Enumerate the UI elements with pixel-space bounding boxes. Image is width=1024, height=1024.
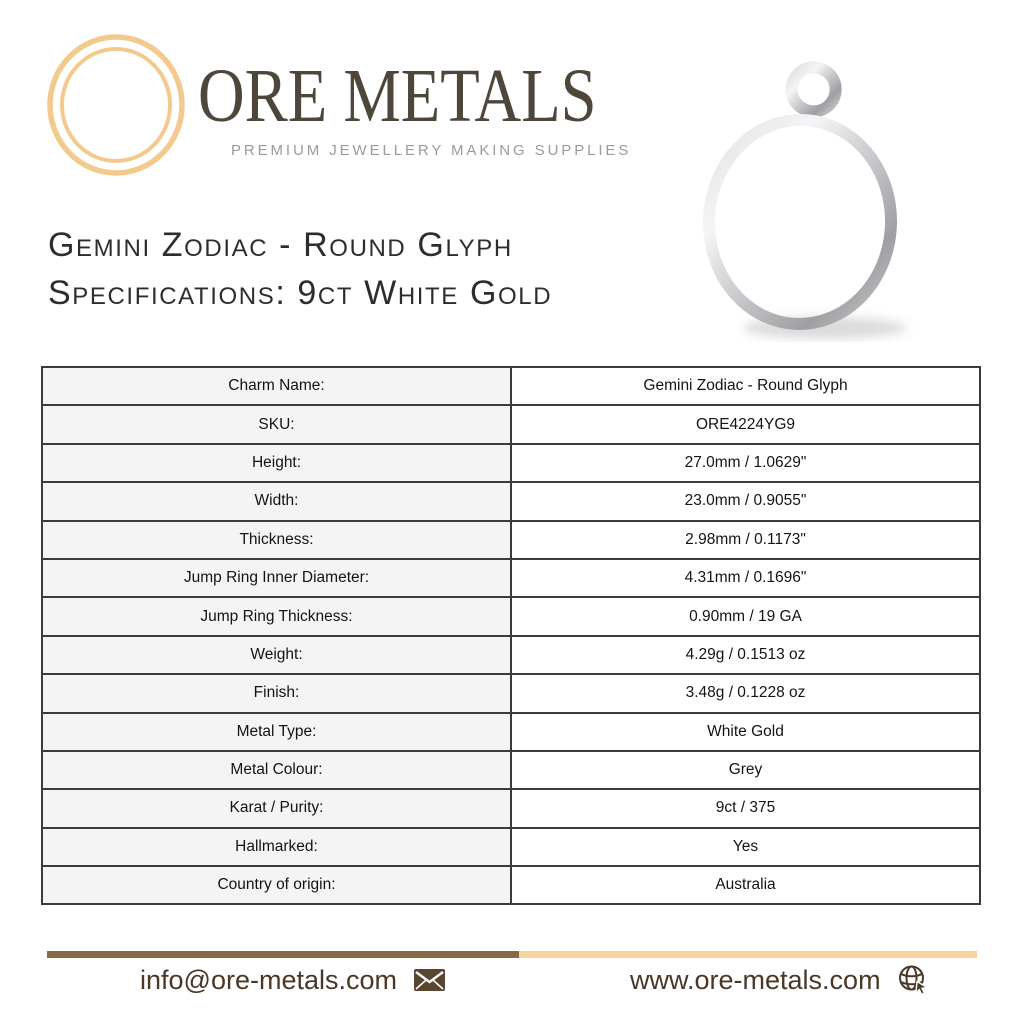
spec-table-body xyxy=(42,367,980,904)
spec-row xyxy=(42,713,980,751)
spec-value-cell: 4.31mm / 0.1696" xyxy=(511,559,980,597)
title-block xyxy=(48,221,552,317)
divider-brown-segment xyxy=(47,951,519,958)
spec-value-cell: 2.98mm / 0.1173" xyxy=(511,521,980,559)
spec-label-cell: Width: xyxy=(42,482,511,520)
spec-label-cell: Metal Colour: xyxy=(42,751,511,789)
spec-row xyxy=(42,828,980,866)
spec-row xyxy=(42,751,980,789)
spec-row xyxy=(42,789,980,827)
spec-row xyxy=(42,559,980,597)
spec-value-cell: ORE4224YG9 xyxy=(511,405,980,443)
spec-value-cell: Australia xyxy=(511,866,980,904)
spec-value-cell: 9ct / 375 xyxy=(511,789,980,827)
spec-row xyxy=(42,444,980,482)
brand-wordmark: ORE METALS xyxy=(198,54,597,138)
spec-label-cell: Weight: xyxy=(42,636,511,674)
spec-row xyxy=(42,521,980,559)
spec-label-cell: Hallmarked: xyxy=(42,828,511,866)
gemini-charm-image xyxy=(675,42,935,342)
contact-website xyxy=(630,962,929,998)
spec-row xyxy=(42,482,980,520)
spec-value-cell: 3.48g / 0.1228 oz xyxy=(511,674,980,712)
charm-product-image xyxy=(675,42,935,342)
globe-icon xyxy=(897,964,929,996)
spec-row xyxy=(42,367,980,405)
spec-label-cell: Karat / Purity: xyxy=(42,789,511,827)
spec-row xyxy=(42,597,980,635)
double-ring-circle-icon xyxy=(44,34,190,176)
spec-value-cell: 4.29g / 0.1513 oz xyxy=(511,636,980,674)
spec-value-cell: Grey xyxy=(511,751,980,789)
spec-table xyxy=(41,366,981,905)
spec-label-cell: Thickness: xyxy=(42,521,511,559)
spec-row xyxy=(42,405,980,443)
product-subtitle: Specifications: 9ct White Gold xyxy=(48,274,553,312)
divider-gold-segment xyxy=(519,951,977,958)
spec-label-cell: Finish: xyxy=(42,674,511,712)
spec-row xyxy=(42,866,980,904)
website-text: www.ore-metals.com xyxy=(630,964,881,995)
footer-divider xyxy=(47,951,977,958)
spec-row xyxy=(42,636,980,674)
spec-value-cell: White Gold xyxy=(511,713,980,751)
spec-value-cell: 27.0mm / 1.0629" xyxy=(511,444,980,482)
spec-label-cell: Charm Name: xyxy=(42,367,511,405)
envelope-icon xyxy=(413,968,446,992)
spec-label-cell: Jump Ring Thickness: xyxy=(42,597,511,635)
spec-value-cell: 0.90mm / 19 GA xyxy=(511,597,980,635)
brand-logo xyxy=(44,34,190,176)
spec-label-cell: Jump Ring Inner Diameter: xyxy=(42,559,511,597)
brand-tagline: PREMIUM JEWELLERY MAKING SUPPLIES xyxy=(231,142,632,159)
contact-email xyxy=(140,962,446,998)
spec-value-cell: Gemini Zodiac - Round Glyph xyxy=(511,367,980,405)
product-title: Gemini Zodiac - Round Glyph xyxy=(48,226,513,264)
spec-label-cell: Country of origin: xyxy=(42,866,511,904)
email-text: info@ore-metals.com xyxy=(140,964,397,995)
brand-header xyxy=(198,54,638,159)
spec-label-cell: Height: xyxy=(42,444,511,482)
spec-label-cell: Metal Type: xyxy=(42,713,511,751)
spec-value-cell: 23.0mm / 0.9055" xyxy=(511,482,980,520)
spec-value-cell: Yes xyxy=(511,828,980,866)
spec-row xyxy=(42,674,980,712)
spec-label-cell: SKU: xyxy=(42,405,511,443)
